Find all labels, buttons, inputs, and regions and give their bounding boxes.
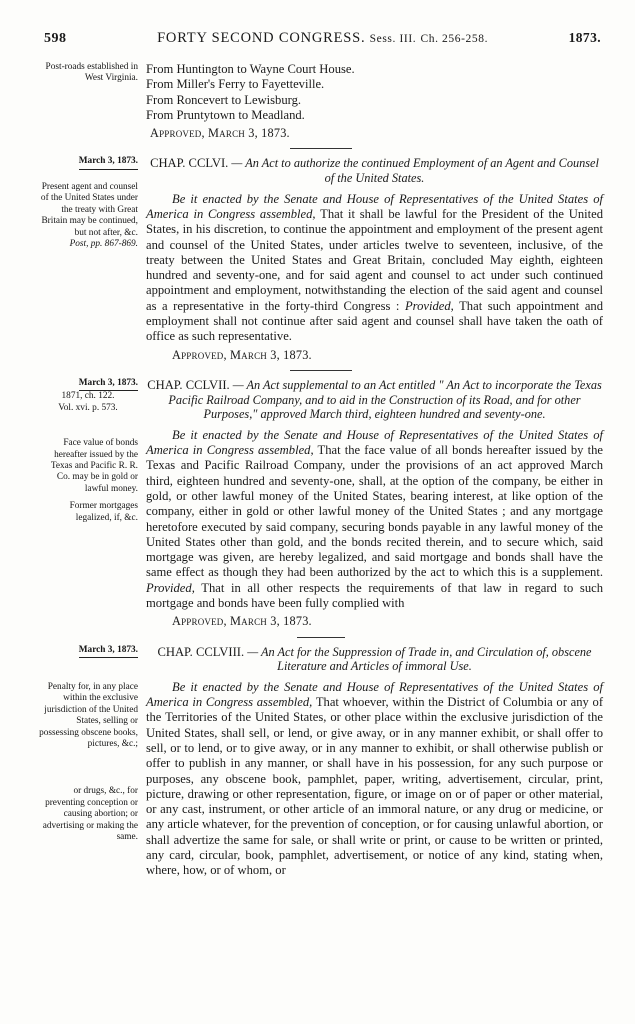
chapter-title: — An Act supplemental to an Act entitled " An Act to incorporate the Texas Pacific Railroad Company, and to aid in the Construction of its Road, and for other Purposes," approved March third, eighteen hundred and seventy-one. bbox=[168, 377, 602, 422]
approved-line: Approved, March 3, 1873. bbox=[150, 126, 290, 141]
section-chap-256 bbox=[38, 156, 603, 362]
margin-note-text: Former mortgages legalized, if, &c. bbox=[69, 501, 138, 523]
margin-column-chap-258 bbox=[38, 645, 146, 844]
chapter-heading bbox=[146, 156, 603, 185]
margin-column-chap-256 bbox=[38, 156, 146, 250]
proviso-label: Provided, bbox=[146, 580, 195, 595]
post-road-line: From Miller's Ferry to Fayetteville. bbox=[146, 77, 325, 92]
page-body bbox=[38, 62, 603, 883]
chapter-257-body bbox=[146, 378, 603, 630]
section-chap-258 bbox=[38, 645, 603, 879]
proviso-label: Provided, bbox=[404, 298, 454, 313]
section-divider bbox=[290, 370, 352, 371]
chapter-title: — An Act for the Suppression of Trade in, and Circulation of, obscene Literature and Articles of immoral Use. bbox=[247, 644, 592, 674]
enacting-clause: Be it enacted by the Senate and House of Representatives of the United States of America in Congress assembled, bbox=[146, 191, 603, 221]
running-head-congress: FORTY SECOND CONGRESS. bbox=[157, 30, 366, 46]
chapter-heading bbox=[146, 378, 603, 422]
post-roads-text bbox=[146, 62, 603, 141]
running-head-year: 1873. bbox=[568, 30, 601, 45]
running-head-chapters: Ch. 256-258. bbox=[420, 33, 489, 45]
margin-reference: Vol. xvi. p. 573. bbox=[58, 402, 118, 413]
margin-date: March 3, 1873. bbox=[79, 378, 138, 391]
chapter-label: CHAP. CCLVII. bbox=[147, 377, 230, 392]
margin-date: March 3, 1873. bbox=[79, 156, 138, 169]
chapter-258-paragraph bbox=[146, 680, 603, 879]
margin-note-text: Present agent and counsel of the United States under the treaty with Great Britain may be continued, but not after, &c. bbox=[40, 181, 138, 238]
chapter-256-paragraph bbox=[146, 192, 603, 345]
margin-note-text: Post-roads established in West Virginia. bbox=[45, 62, 138, 84]
running-head-session: Sess. III. bbox=[369, 33, 417, 45]
chapter-256-text: That it shall be lawful for the President of the United States, in his discretion, to continue the appointment and employment of the present agent and counsel of the United States, under articles twelve to seventeen, inclusive, of the treaty between the United States and Great Britain, concluded May eighth, eighteen hundred and seventy-one, and for said agent and counsel to act under such continued appointment and employment, notwithstanding the election of the said agent and counsel as a representative in the forty-third Congress : bbox=[146, 206, 604, 313]
post-road-line: From Roncevert to Lewisburg. bbox=[146, 92, 302, 107]
section-divider bbox=[297, 637, 345, 638]
proviso-text: That in all other respects the requirements of that law in regard to such mortgage and bonds have been fully complied with bbox=[146, 580, 604, 610]
chapter-257-paragraph bbox=[146, 428, 603, 612]
margin-date: March 3, 1873. bbox=[79, 645, 138, 658]
page-number: 598 bbox=[44, 31, 67, 46]
section-divider bbox=[290, 148, 352, 149]
approved-line: Approved, March 3, 1873. bbox=[172, 347, 312, 362]
chapter-title: — An Act to authorize the continued Employment of an Agent and Counsel of the United States. bbox=[231, 156, 599, 186]
enacting-clause: Be it enacted by the Senate and House of Representatives of the United States of America in Congress assembled, bbox=[146, 427, 603, 458]
section-post-roads bbox=[38, 62, 603, 141]
section-chap-257 bbox=[38, 378, 603, 630]
margin-note-text: or drugs, &c., for preventing conception or causing abortion; or advertising or making the same. bbox=[42, 786, 138, 843]
chapter-258-text: That whoever, within the District of Columbia or any of the Territories of the United States, or other place within the exclusive jurisdiction of the United States, shall sell, or lend, or give away, or in any manner exhibit, or shall offer to sell, or to lend, or to give away, or in any manner to exhibit, or shall otherwise publish or offer to publish in any manner, or shall have in his possession, for any such purpose or purposes, any obscene book, pamphlet, paper, writing, advertisement, circular, print, picture, drawing or other representation, figure, or image on or of paper or other material, or any cast, instrument, or other article of an immoral nature, or any drug or medicine, or any article whatever, for the prevention of conception, or for causing unlawful abortion, or shall advertize the same for sale, or shall write or print, or cause to be written or printed, any card, circular, book, pamphlet, advertisement, or notice of any kind, stating when, where, how, or of whom, or bbox=[146, 695, 604, 878]
margin-reference: 1871, ch. 122. bbox=[61, 391, 115, 402]
proviso-text: That such appointment and employment shall not continue after said agent and counsel shall have taken the oath of office as such representative. bbox=[146, 298, 603, 344]
chapter-256-body bbox=[146, 156, 603, 362]
post-road-line: From Pruntytown to Meadland. bbox=[146, 107, 305, 122]
margin-note-text: Penalty for, in any place within the exclusive jurisdiction of the United States, selling or possessing obscene books, pictures, &c.; bbox=[39, 681, 138, 750]
chapter-258-body bbox=[146, 645, 603, 879]
page-header bbox=[44, 30, 601, 47]
chapter-label: CHAP. CCLVIII. bbox=[157, 644, 245, 659]
chapter-label: CHAP. CCLVI. bbox=[150, 156, 229, 171]
margin-reference: Post, pp. 867-869. bbox=[69, 238, 138, 249]
margin-note-post-roads bbox=[38, 62, 146, 85]
enacting-clause: Be it enacted by the Senate and House of Representatives of the United States of America in Congress assembled, bbox=[146, 679, 603, 710]
post-road-line: From Huntington to Wayne Court House. bbox=[146, 62, 355, 76]
chapter-257-text: That the face value of all bonds hereafter issued by the Texas and Pacific Railroad Company, under the provisions of an act approved March third, eighteen hundred and seventy-one, shall, at the option of the company, be either in gold, or other lawful money of the United States, bearing interest, at like option of the company, either in gold or other lawful money of the United States ; and any mortgage heretofore executed by said company, securing bonds payable in any lawful money of the United States other than gold, and the bonds recited therein, and to secure which, said mortgage was given, are hereby legalized, and said mortgage and bonds shall have the same effect as though they had been authorized by the act to which this is a supplement. bbox=[146, 443, 603, 580]
running-head bbox=[77, 30, 569, 47]
margin-note-text: Face value of bonds hereafter issued by the Texas and Pacific R. R. Co. may be in gold or lawful money. bbox=[50, 438, 138, 494]
margin-column-chap-257 bbox=[38, 378, 146, 524]
approved-line: Approved, March 3, 1873. bbox=[172, 614, 312, 629]
chapter-heading bbox=[146, 645, 603, 674]
